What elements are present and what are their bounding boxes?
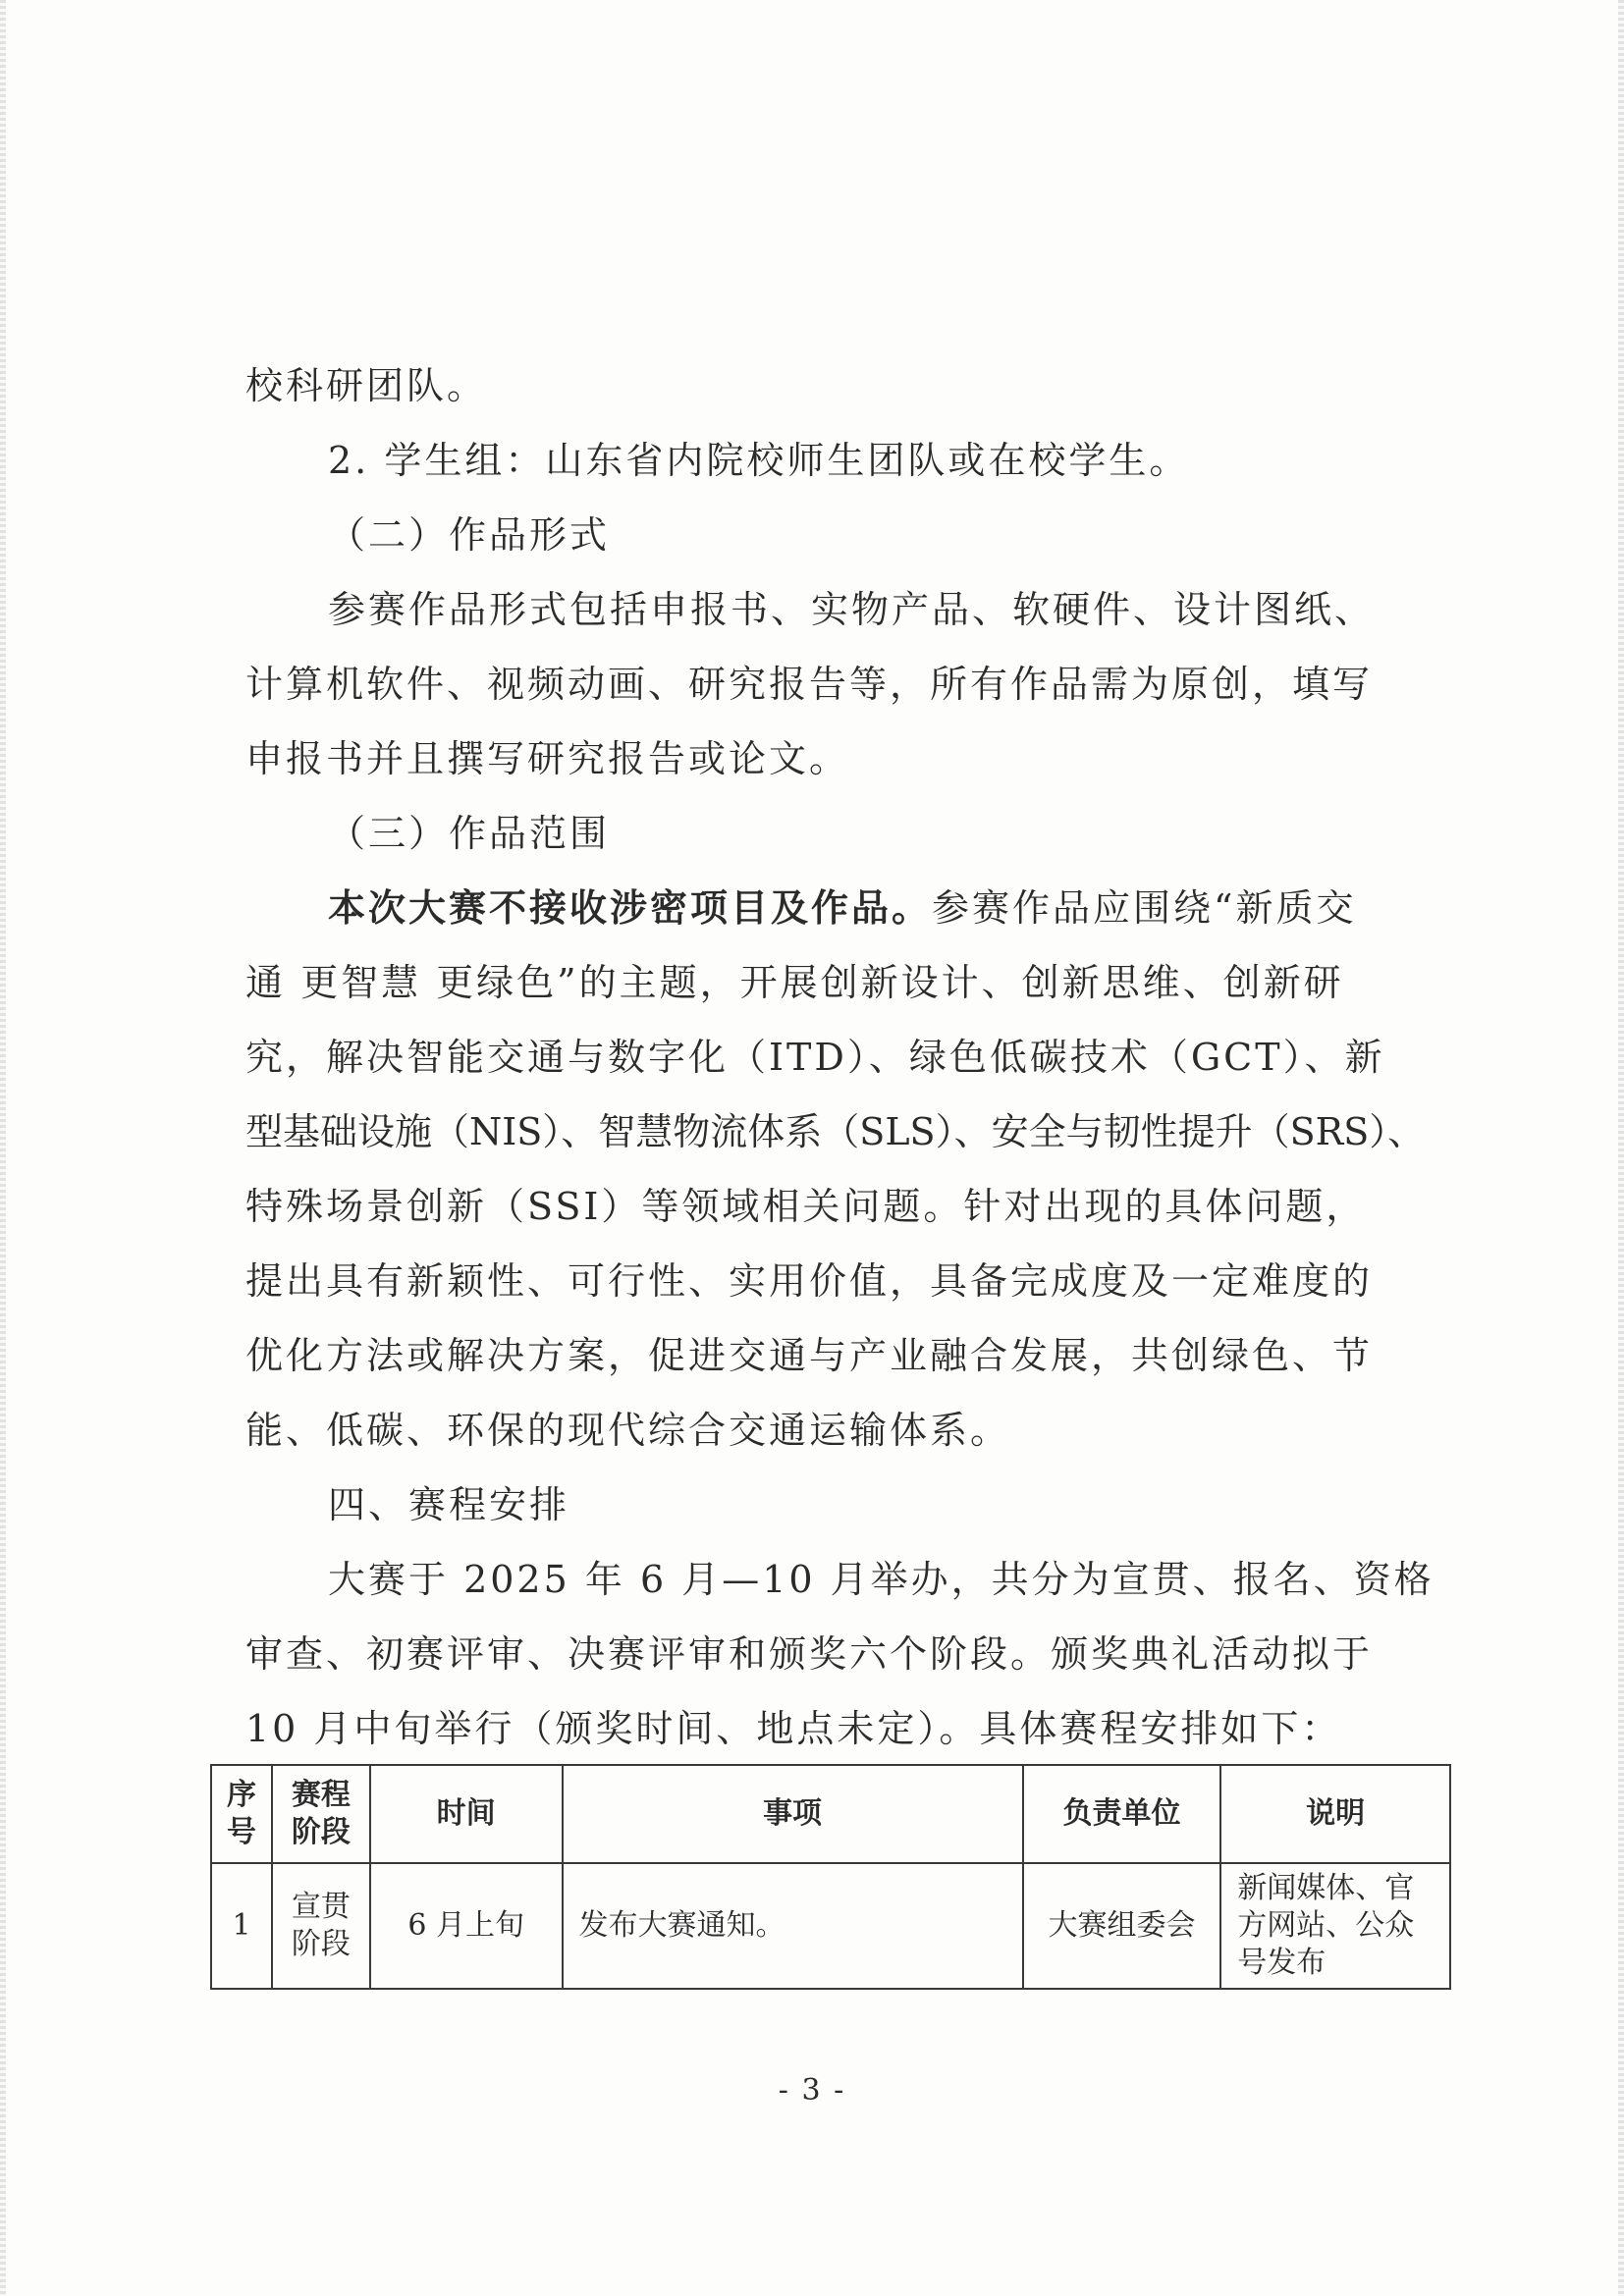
section-heading: （二）作品形式 xyxy=(328,513,611,557)
header-unit: 负责单位 xyxy=(1023,1765,1221,1863)
scan-edge-right xyxy=(1618,0,1624,2296)
paragraph-line: 2. 学生组：山东省内院校师生团队或在校学生。 xyxy=(328,439,1190,482)
paragraph-line: 特殊场景创新（SSI）等领域相关问题。针对出现的具体问题， xyxy=(245,1185,1367,1228)
paragraph-text: 参赛作品应围绕“新质交 xyxy=(932,886,1357,930)
paragraph-line: 通 更智慧 更绿色”的主题，开展创新设计、创新思维、创新研 xyxy=(245,961,1344,1004)
cell-item: 发布大赛通知。 xyxy=(563,1863,1023,1989)
header-text: 赛程 xyxy=(291,1778,351,1812)
header-text: 号 xyxy=(226,1815,256,1849)
header-text: 序 xyxy=(226,1778,256,1812)
paragraph-line: 提出具有新颖性、可行性、实用价值，具备完成度及一定难度的 xyxy=(245,1259,1374,1303)
schedule-table xyxy=(210,1764,1451,1990)
paragraph-line: 申报书并且撰写研究报告或论文。 xyxy=(245,737,850,780)
paragraph-line: 究，解决智能交通与数字化（ITD）、绿色低碳技术（GCT）、新 xyxy=(245,1036,1385,1079)
paragraph-line: 型基础设施（NIS）、智慧物流体系（SLS）、安全与韧性提升（SRS）、 xyxy=(245,1110,1426,1153)
cell-no: 1 xyxy=(211,1863,272,1989)
table-header-row xyxy=(211,1765,1450,1863)
section-heading: （三）作品范围 xyxy=(328,812,611,855)
page-number: - 3 - xyxy=(778,2073,846,2108)
cell-text: 宣贯 xyxy=(291,1890,351,1924)
paragraph-line: 大赛于 2025 年 6 月—10 月举办，共分为宣贯、报名、资格 xyxy=(328,1558,1435,1601)
header-stage xyxy=(272,1765,370,1863)
cell-unit: 大赛组委会 xyxy=(1023,1863,1221,1989)
cell-stage xyxy=(272,1863,370,1989)
header-note: 说明 xyxy=(1220,1765,1450,1863)
paragraph-line: 审查、初赛评审、决赛评审和颁奖六个阶段。颁奖典礼活动拟于 xyxy=(245,1632,1374,1676)
table-row xyxy=(211,1863,1450,1989)
cell-time: 6 月上旬 xyxy=(370,1863,563,1989)
paragraph-line: 校科研团队。 xyxy=(245,364,488,407)
cell-text: 阶段 xyxy=(291,1927,351,1961)
paragraph-line: 参赛作品形式包括申报书、实物产品、软硬件、设计图纸、 xyxy=(328,588,1376,631)
cell-text: 号发布 xyxy=(1237,1946,1326,1980)
cell-text: 新闻媒体、官 xyxy=(1237,1871,1415,1905)
scan-edge-left xyxy=(0,0,6,2296)
paragraph-line: 计算机软件、视频动画、研究报告等，所有作品需为原创，填写 xyxy=(245,663,1374,706)
paragraph-line: 能、低碳、环保的现代综合交通运输体系。 xyxy=(245,1409,1011,1452)
header-item: 事项 xyxy=(563,1765,1023,1863)
cell-note xyxy=(1220,1863,1450,1989)
cell-text: 方网站、公众 xyxy=(1237,1908,1415,1943)
paragraph-line: 优化方法或解决方案，促进交通与产业融合发展，共创绿色、节 xyxy=(245,1334,1374,1377)
section-heading: 四、赛程安排 xyxy=(328,1483,570,1526)
header-text: 阶段 xyxy=(291,1815,351,1849)
header-time: 时间 xyxy=(370,1765,563,1863)
paragraph-line xyxy=(328,871,1356,945)
paragraph-line: 10 月中旬举行（颁奖时间、地点未定）。具体赛程安排如下： xyxy=(245,1707,1342,1750)
header-no xyxy=(211,1765,272,1863)
emphasis-text: 本次大赛不接收涉密项目及作品。 xyxy=(328,886,933,930)
